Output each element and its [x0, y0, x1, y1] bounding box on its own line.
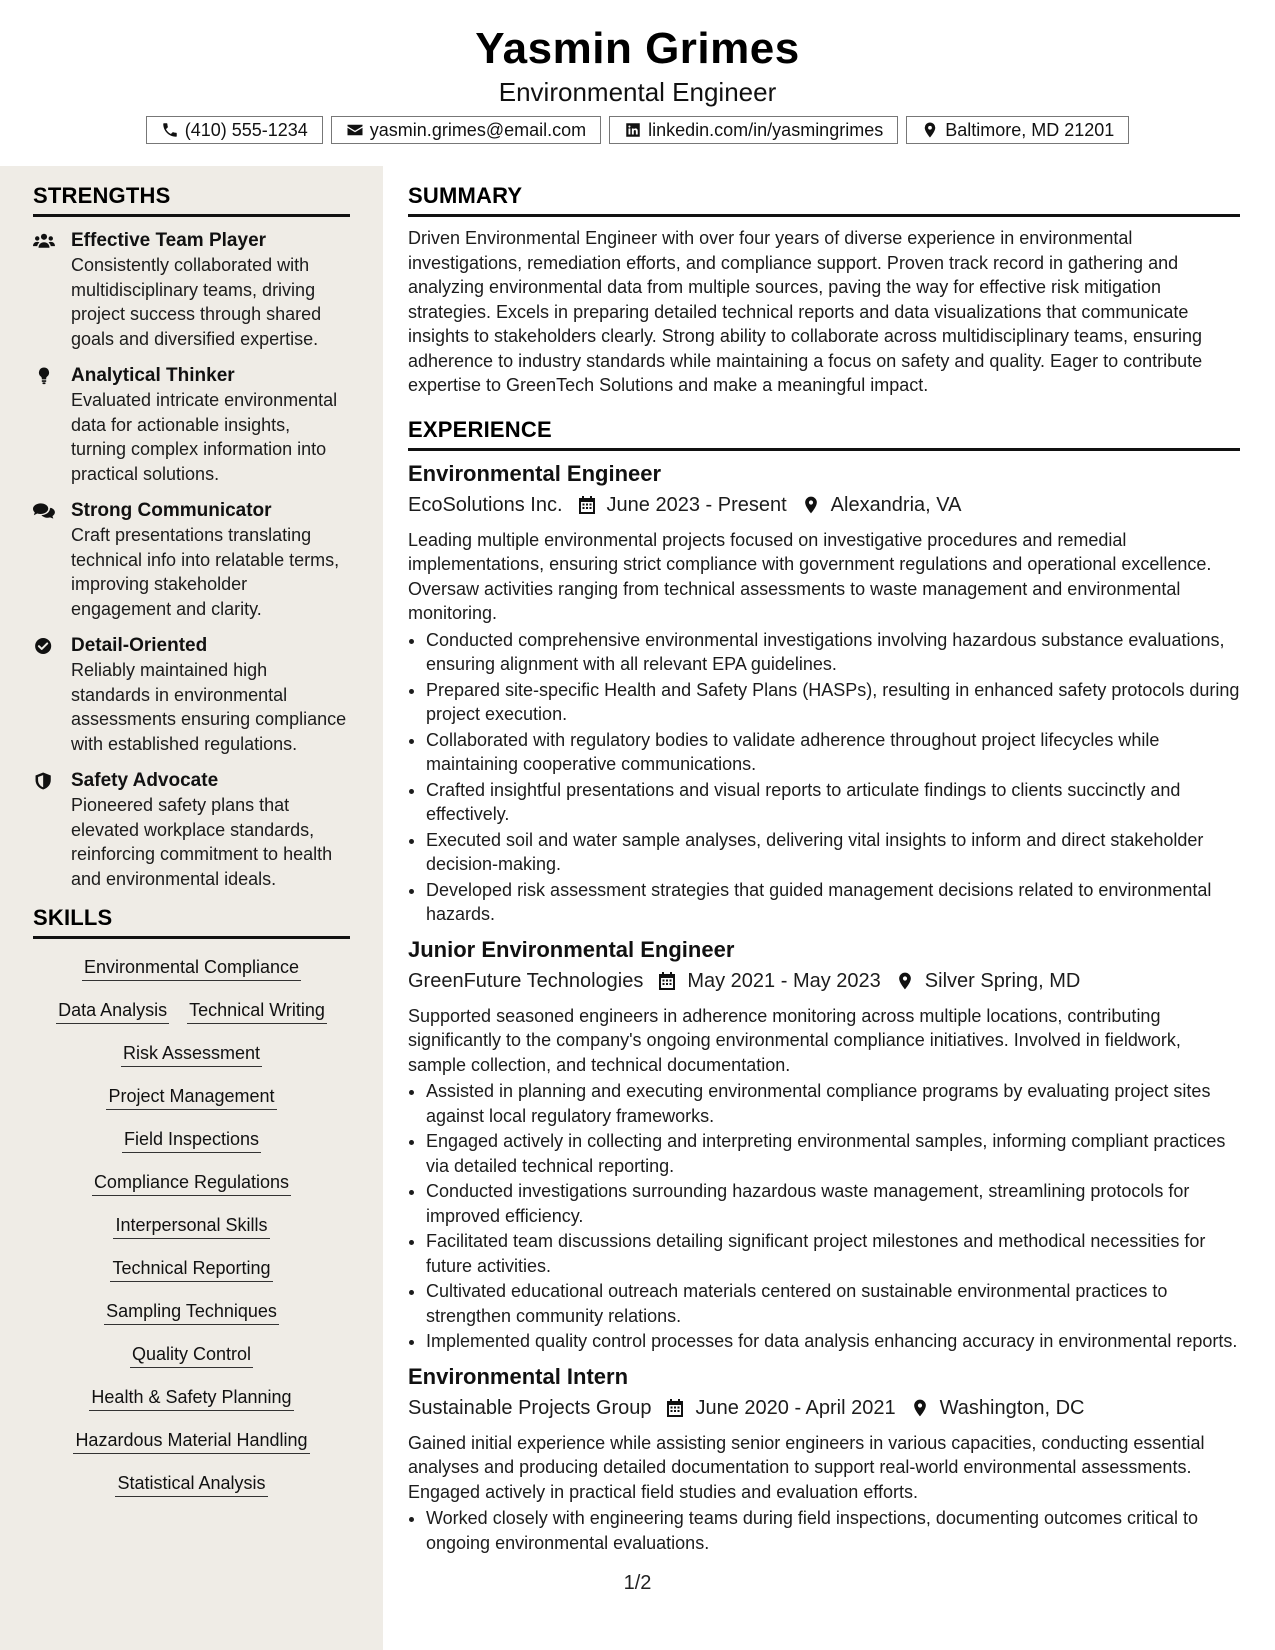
job-dates: June 2020 - April 2021 — [695, 1396, 896, 1419]
job-bullet: • Worked closely with engineering teams during field inspections, documenting outcomes critical to ongoing environmental evaluations. — [426, 1506, 1240, 1555]
skills-heading: SKILLS — [33, 904, 350, 939]
job-meta — [408, 490, 1240, 520]
job-bullet: • Implemented quality control processes for data analysis enhancing accuracy in environmental reports. — [426, 1329, 1240, 1354]
strength-item — [33, 634, 350, 756]
sidebar — [0, 166, 383, 1650]
strengths-list — [33, 229, 350, 891]
job-entry — [408, 935, 1240, 1354]
strength-item — [33, 229, 350, 351]
job-bullet: • Conducted comprehensive environmental investigations involving hazardous substance evaluations, ensuring alignment with all relevant EPA guidelines. — [426, 628, 1240, 677]
contact-linkedin-text: linkedin.com/in/yasmingrimes — [648, 119, 884, 140]
job-company: Sustainable Projects Group — [408, 1396, 652, 1419]
strength-desc: Consistently collaborated with multidisciplinary teams, driving project success through shared goals and diversified expertise. — [71, 255, 322, 349]
strengths-heading: STRENGTHS — [33, 182, 350, 217]
strength-item — [33, 499, 350, 621]
strength-desc: Evaluated intricate environmental data for actionable insights, turning complex information into practical solutions. — [71, 390, 338, 484]
contact-bar — [0, 116, 1275, 144]
job-bullet: • Conducted investigations surrounding hazardous waste management, streamlining protocols for improved efficiency. — [426, 1179, 1240, 1228]
skill-tag: Hazardous Material Handling — [73, 1428, 309, 1454]
skill-tag: Project Management — [106, 1084, 276, 1110]
job-bullets — [408, 1079, 1240, 1354]
strength-title: Detail-Oriented — [71, 635, 208, 656]
job-dates: May 2021 - May 2023 — [687, 969, 881, 992]
skill-tag: Compliance Regulations — [92, 1170, 291, 1196]
strength-desc: Reliably maintained high standards in environmental assessments ensuring compliance with established regulations. — [71, 660, 347, 754]
calendar-icon — [577, 495, 597, 515]
skill-tag: Data Analysis — [56, 998, 169, 1024]
job-meta — [408, 1393, 1240, 1423]
candidate-name: Yasmin Grimes — [475, 24, 800, 73]
strength-title: Strong Communicator — [71, 500, 272, 521]
skills-list — [33, 955, 350, 1497]
job-bullet: • Executed soil and water sample analyses, delivering vital insights to inform and direct stakeholder decision-making. — [426, 828, 1240, 877]
skill-tag: Sampling Techniques — [104, 1299, 279, 1325]
skill-tag: Technical Reporting — [110, 1256, 272, 1282]
contact-email-text: yasmin.grimes@email.com — [369, 119, 587, 140]
job-bullet: • Cultivated educational outreach materials centered on sustainable environmental practices to strengthen community relations. — [426, 1279, 1240, 1328]
linkedin-icon — [624, 121, 642, 139]
job-bullets — [408, 1506, 1240, 1555]
job-bullet: • Assisted in planning and executing environmental compliance programs by evaluating project sites against local regulatory frameworks. — [426, 1079, 1240, 1128]
location-pin-icon — [895, 971, 915, 991]
job-company: EcoSolutions Inc. — [408, 493, 563, 516]
job-location: Silver Spring, MD — [924, 969, 1081, 992]
strength-title: Analytical Thinker — [71, 365, 235, 386]
contact-phone-text: (410) 555-1234 — [184, 119, 308, 140]
main-column — [408, 166, 1240, 1556]
lightbulb-icon — [33, 367, 55, 385]
job-company: GreenFuture Technologies — [408, 969, 644, 992]
job-bullet: • Facilitated team discussions detailing significant project milestones and methodical necessities for future activities. — [426, 1229, 1240, 1278]
job-title: Junior Environmental Engineer — [408, 936, 735, 962]
job-description: Supported seasoned engineers in adherence monitoring across multiple locations, contributing significantly to the company's ongoing environmental compliance initiatives. Involved in fieldwork, sample collection, and technical documentation. — [408, 1005, 1181, 1075]
skill-tag: Statistical Analysis — [115, 1471, 267, 1497]
summary-heading: SUMMARY — [408, 182, 1240, 217]
strength-desc: Craft presentations translating technical info into relatable terms, improving stakeholder engagement and clarity. — [71, 525, 340, 619]
job-title: Environmental Engineer — [408, 460, 662, 486]
strength-item — [33, 364, 350, 486]
location-pin-icon — [801, 495, 821, 515]
strength-title: Effective Team Player — [71, 230, 267, 251]
strength-item — [33, 769, 350, 891]
page-number: 1/2 — [623, 1572, 652, 1594]
skill-tag: Field Inspections — [122, 1127, 261, 1153]
job-bullet: • Crafted insightful presentations and visual reports to articulate findings to clients succinctly and effectively. — [426, 778, 1240, 827]
strength-title: Safety Advocate — [71, 770, 219, 791]
job-bullet: • Collaborated with regulatory bodies to validate adherence throughout project lifecycles while maintaining cooperative communications. — [426, 728, 1240, 777]
job-entry — [408, 1362, 1240, 1556]
skill-tag: Quality Control — [130, 1342, 253, 1368]
location-pin-icon — [921, 121, 939, 139]
experience-heading: EXPERIENCE — [408, 416, 1240, 451]
candidate-title: Environmental Engineer — [498, 77, 777, 107]
envelope-icon — [346, 121, 364, 139]
contact-linkedin[interactable] — [609, 116, 898, 144]
job-bullet: • Developed risk assessment strategies that guided management decisions related to environmental hazards. — [426, 878, 1240, 927]
skill-tag: Risk Assessment — [121, 1041, 262, 1067]
job-bullet: • Engaged actively in collecting and interpreting environmental samples, informing compliant practices via detailed technical reporting. — [426, 1129, 1240, 1178]
summary-text: Driven Environmental Engineer with over four years of diverse experience in environmental investigations, remediation efforts, and compliance support. Proven track record in gathering and analyzing environmental data from multiple sources, paving the way for effective risk mitigation strategies. Excels in preparing detailed technical reports and data visualizations that communicate insights to stakeholders clearly. Strong ability to collaborate across multidisciplinary teams, ensuring adherence to industry standards while maintaining a focus on safety and quality. Eager to contribute expertise to GreenTech Solutions and make a meaningful impact. — [408, 228, 1203, 395]
phone-icon — [161, 121, 179, 139]
skill-tag: Environmental Compliance — [82, 955, 301, 981]
skill-tag: Technical Writing — [187, 998, 327, 1024]
contact-email[interactable] — [331, 116, 601, 144]
comments-icon — [33, 502, 55, 520]
resume-header — [0, 0, 1275, 166]
calendar-icon — [665, 1398, 685, 1418]
job-location: Washington, DC — [939, 1396, 1085, 1419]
contact-location-text: Baltimore, MD 21201 — [945, 119, 1115, 140]
job-location: Alexandria, VA — [830, 493, 962, 516]
calendar-icon — [657, 971, 677, 991]
location-pin-icon — [910, 1398, 930, 1418]
contact-phone[interactable] — [146, 116, 323, 144]
job-meta — [408, 966, 1240, 996]
shield-icon — [33, 772, 55, 790]
job-description: Leading multiple environmental projects focused on investigative procedures and remedial implementations, ensuring strict compliance with government regulations and operational excellence. Oversaw activities ranging from technical assessments to waste management and environmental monitoring. — [408, 529, 1212, 623]
job-dates: June 2023 - Present — [606, 493, 787, 516]
contact-location[interactable] — [906, 116, 1129, 144]
check-circle-icon — [33, 637, 55, 655]
job-description: Gained initial experience while assisting senior engineers in various capacities, conducting essential analyses and producing detailed documentation to support real-world environmental assessments. Engaged actively in practical field studies and evaluation efforts. — [408, 1432, 1205, 1502]
job-entry — [408, 459, 1240, 927]
strength-desc: Pioneered safety plans that elevated workplace standards, reinforcing commitment to health and environmental ideals. — [71, 795, 333, 889]
job-bullets — [408, 628, 1240, 927]
users-icon — [33, 232, 55, 250]
skill-tag: Interpersonal Skills — [113, 1213, 269, 1239]
job-bullet: • Prepared site-specific Health and Safety Plans (HASPs), resulting in enhanced safety protocols during project execution. — [426, 678, 1240, 727]
skill-tag: Health & Safety Planning — [89, 1385, 293, 1411]
job-title: Environmental Intern — [408, 1363, 629, 1389]
